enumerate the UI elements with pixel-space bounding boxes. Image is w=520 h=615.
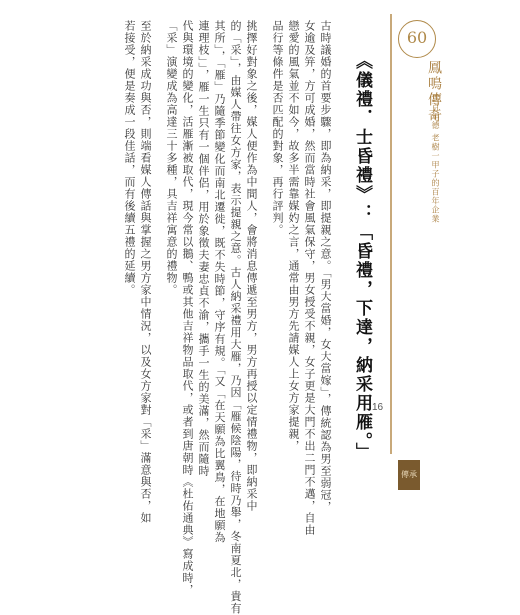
para1-line-1: 古時議婚的首要步驟，即為納采，即提親之意。「男大當婚，女大當嫁」，傳統認為男至弱冠， bbox=[319, 20, 332, 513]
gold-divider bbox=[390, 14, 392, 454]
para2-line-5: 代與環境的變化，活雁漸被取代，現今常以鵝、鴨或其他吉祥物品取代，或者到唐朝時《杜佑通典》寫成時， bbox=[181, 20, 194, 596]
brand-subtitle: 雲百年德 老樹一甲子的百年企業 bbox=[431, 94, 440, 224]
anniversary-logo: 60 bbox=[398, 20, 436, 58]
page-number: 16 bbox=[372, 402, 384, 413]
para1-line-4: 品行等條件是否匹配的對象，再行評判。 bbox=[271, 20, 284, 236]
para1-line-3: 戀愛的風氣並不如今，故多半需靠媒妁之言，通常由男方先請媒人上女方家提親， bbox=[287, 20, 300, 452]
para2-line-3: 其所」，「雁」乃隨季節變化而南北遷徙，既不失時節，守序有規。「又「在天願為比翼鳥，在地願為 bbox=[213, 20, 226, 544]
para3-line-1: 至於納采成功與否，則端看媒人傳話與掌握之男方家中情況，以及女方家對「采」滿意與否，如 bbox=[139, 20, 152, 524]
section-title: 《儀禮．士昏禮》：「昏禮，下達，納采用雁。」 bbox=[352, 52, 372, 462]
para2-line-6: 「采」演變成為高達三十多種，具吉祥寓意的禮物。 bbox=[165, 20, 178, 296]
brand-title: 鳳鳴傳奇 bbox=[426, 60, 442, 124]
para3-line-2: 若接受，便是奏成一段佳話，而有後續五禮的延續。 bbox=[123, 20, 136, 296]
bottom-badge: 傳承 bbox=[398, 460, 420, 490]
para1-line-2: 女逾及笄，方可成婚，然而當時社會風氣保守，男女授受不親，女子更是大門不出二門不邁，自由 bbox=[303, 20, 316, 536]
para2-line-2: 的「采」，由媒人帶往女方家，表示提親之意。古人納采禮用大雁，乃因「雁候陰陽，待時乃舉，冬南夏北，貴有 bbox=[229, 20, 242, 615]
para2-line-4: 連理枝」」，雁一生只有一個伴侶，用於象徵夫妻忠貞不渝，攜手一生的美滿，然而隨時 bbox=[197, 20, 210, 477]
para2-line-1: 挑擇好對象之後，媒人便作為中間人，會將消息傳遞至男方，男方再授以定情禮物，即納采中 bbox=[245, 20, 258, 512]
